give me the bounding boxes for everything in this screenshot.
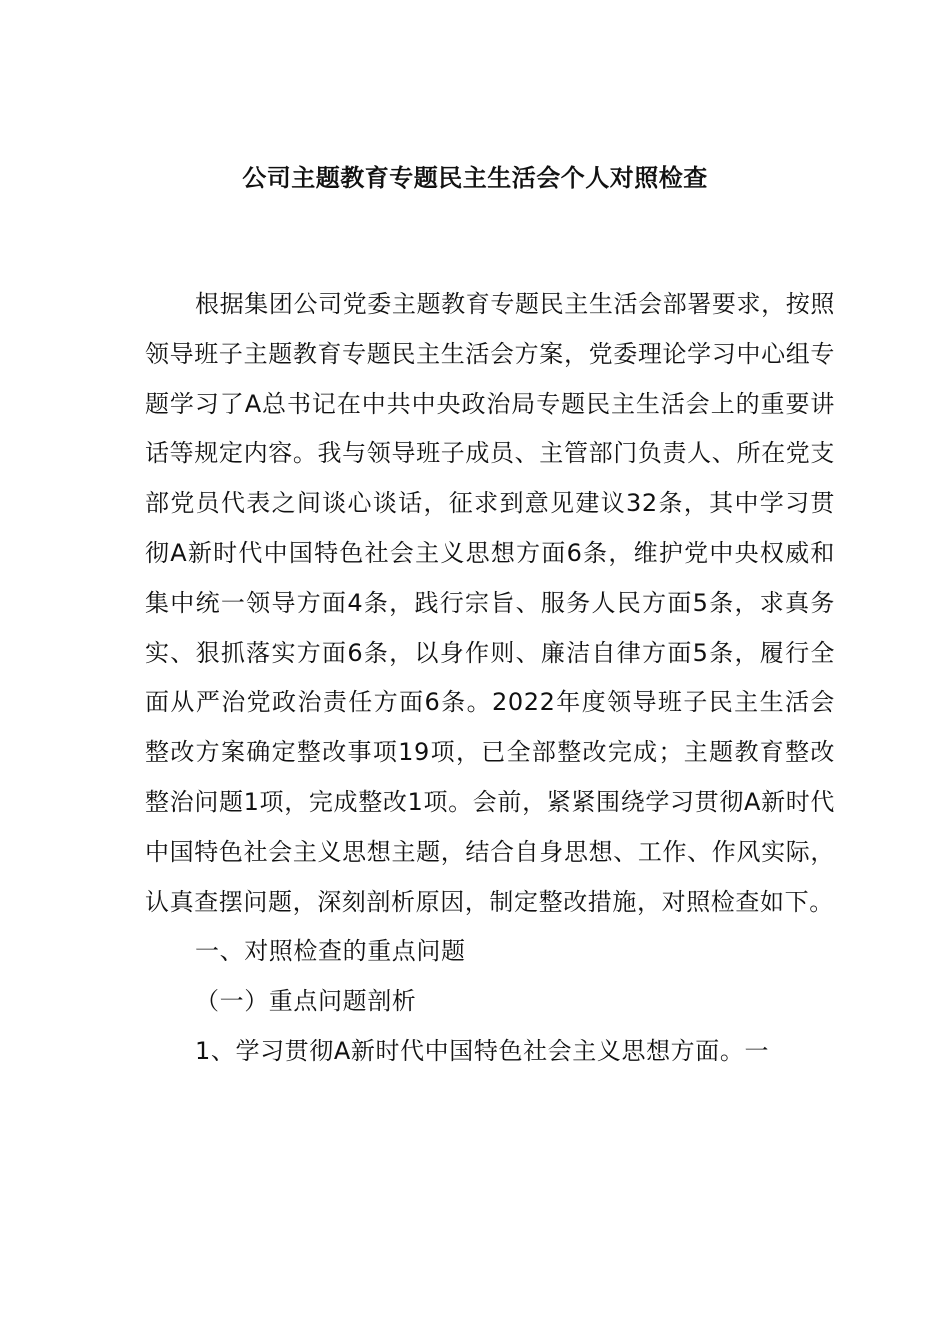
document-body (145, 280, 835, 1077)
subsection-heading: （一）重点问题剖析 (195, 987, 417, 1016)
item-paragraph: 1、学习贯彻A新时代中国特色社会主义思想方面。一 (195, 1036, 770, 1065)
section-heading: 一、对照检查的重点问题 (195, 937, 466, 966)
document-title: 公司主题教育专题民主生活会个人对照检查 (242, 164, 708, 192)
intro-paragraph: 根据集团公司党委主题教育专题民主生活会部署要求，按照领导班子主题教育专题民主生活会方案，党委理论学习中心组专题学习了A总书记在中共中央政治局专题民主生活会上的重要讲话等规定内容。我与领导班子成员、主管部门负责人、所在党支部党员代表之间谈心谈话，征求到意见建议32条，其中学习贯彻A新时代中国特色社会主义思想方面6条，维护党中央权威和集中统一领导方面4条，践行宗旨、服务人民方面5条，求真务实、狠抓落实方面6条，以身作则、廉洁自律方面5条，履行全面从严治党政治责任方面6条。2022年度领导班子民主生活会整改方案确定整改事项19项，已全部整改完成；主题教育整改整治问题1项，完成整改1项。会前，紧紧围绕学习贯彻A新时代中国特色社会主义思想主题，结合自身思想、工作、作风实际，认真查摆问题，深刻剖析原因，制定整改措施，对照检查如下。 (145, 290, 835, 916)
